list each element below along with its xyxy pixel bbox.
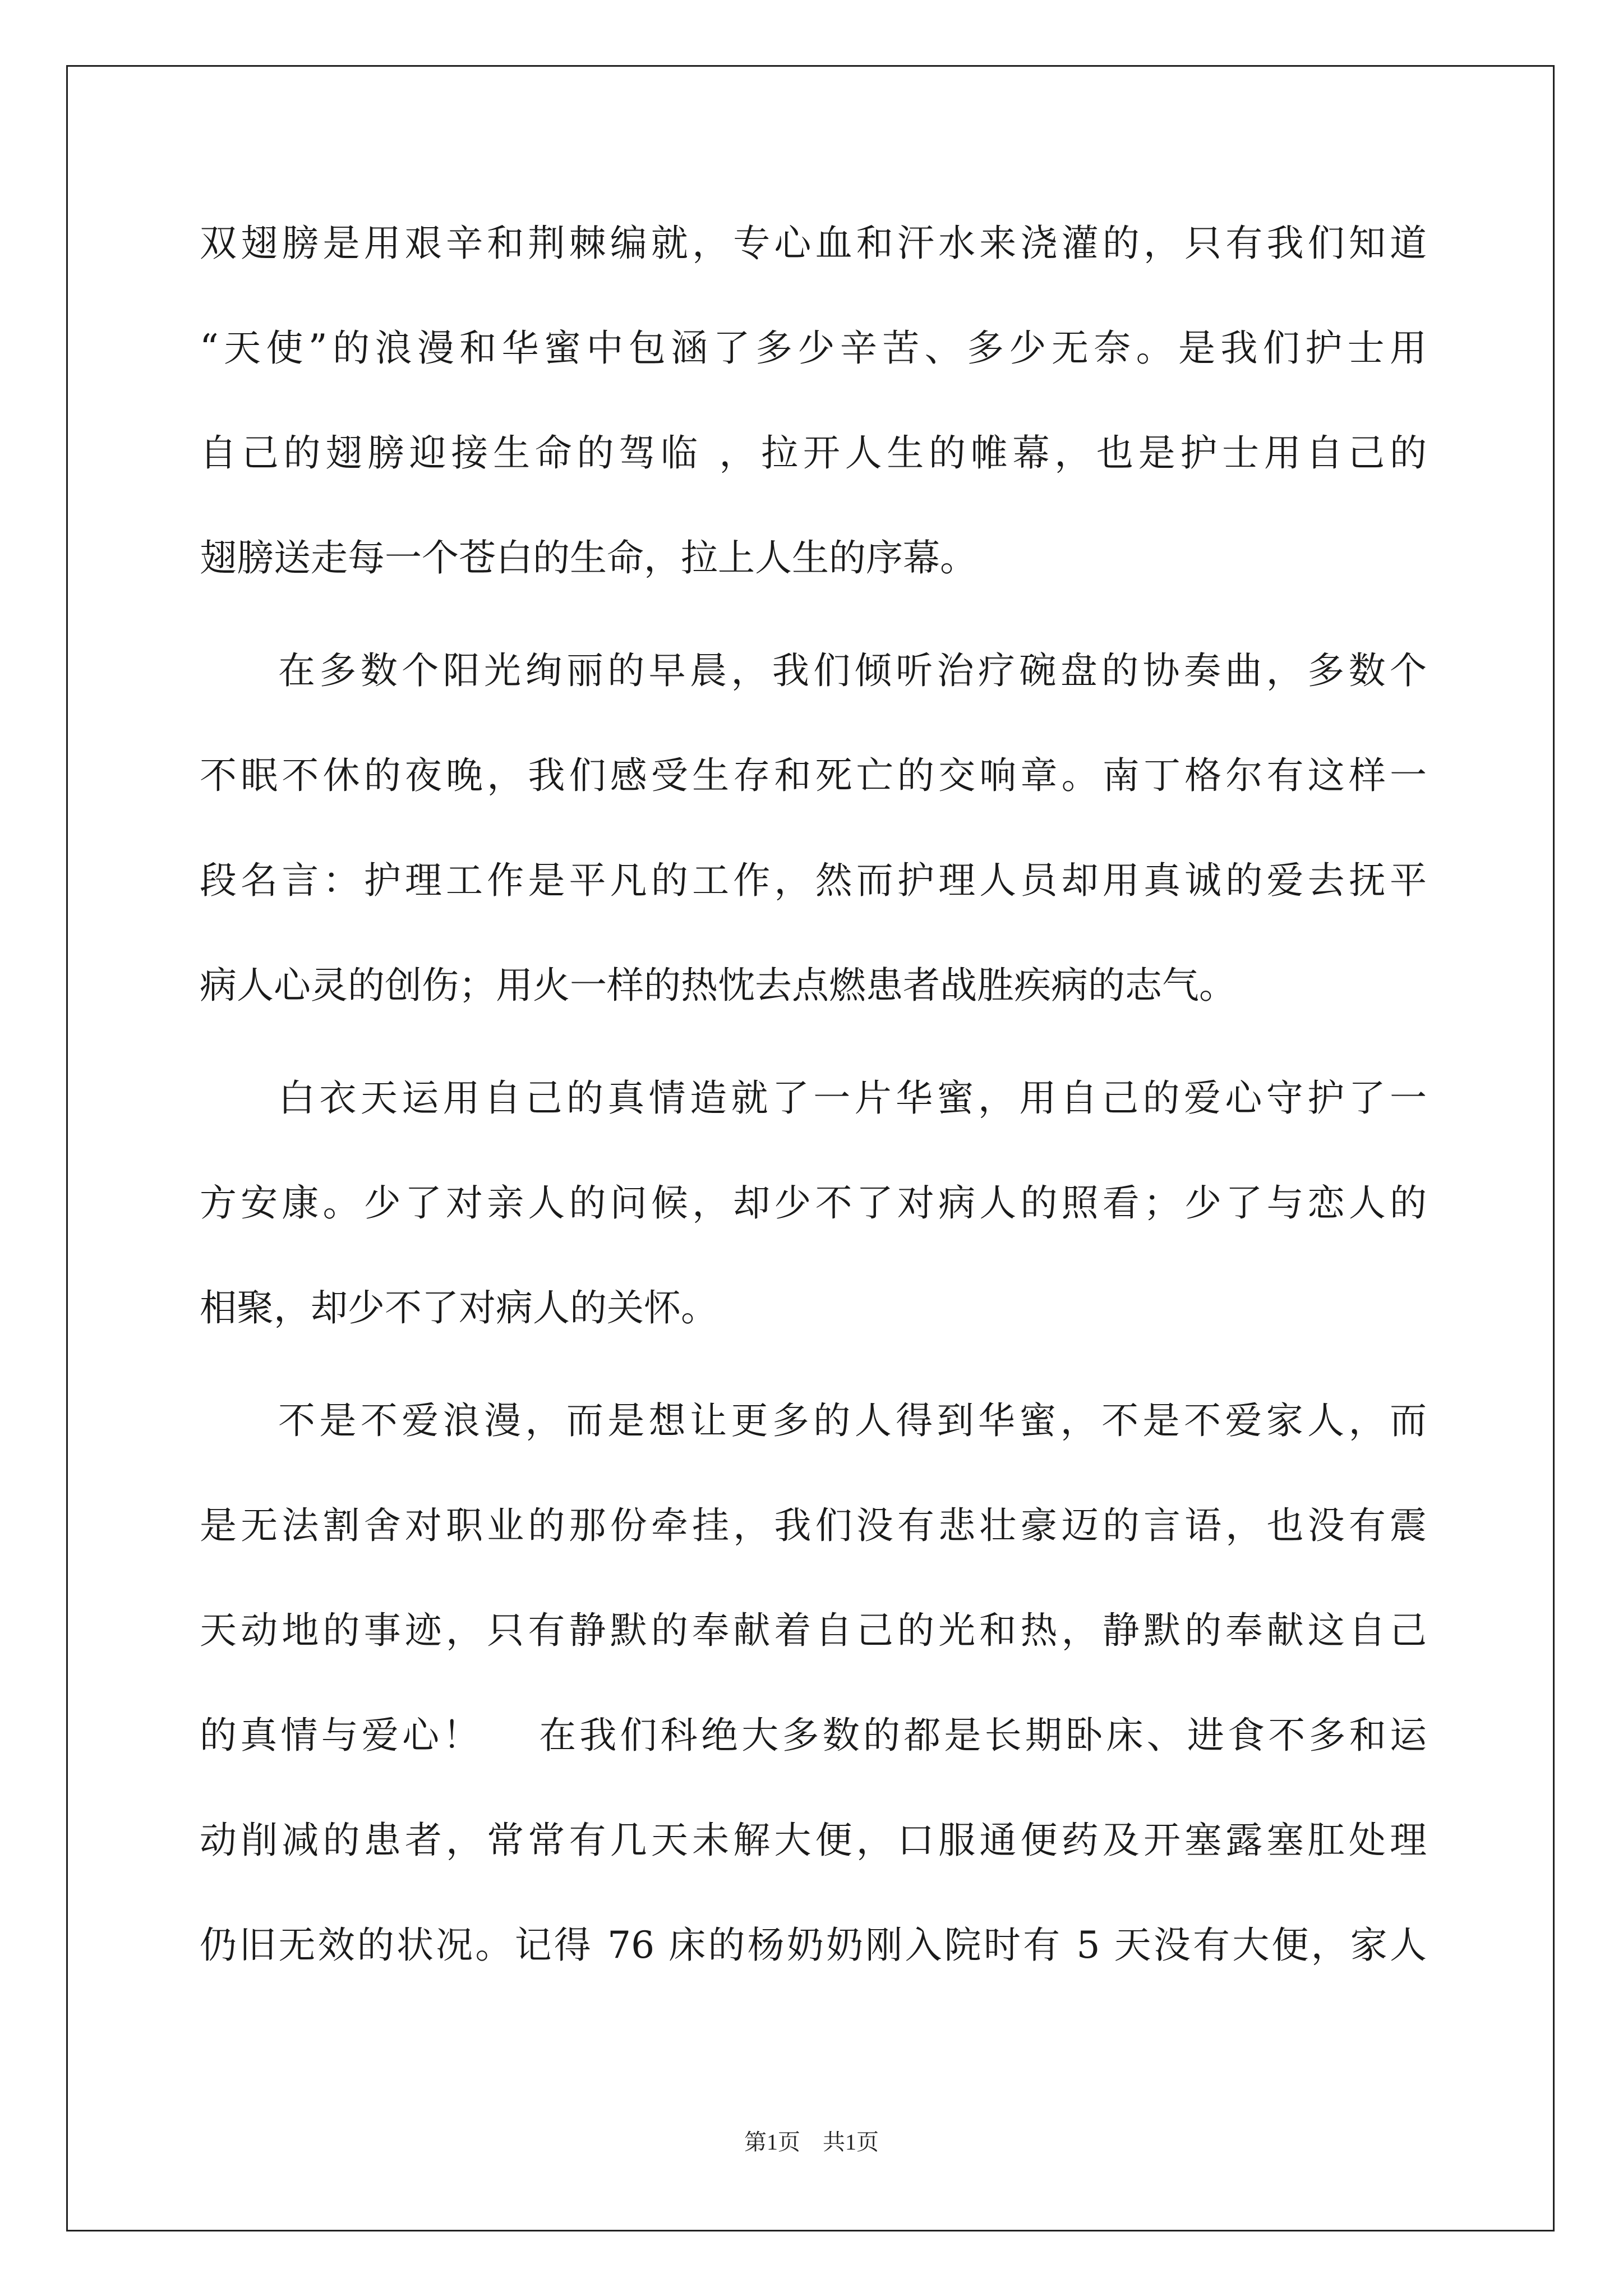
paragraph	[200, 1046, 1427, 1360]
text-line: 白衣天运用自己的真情造就了一片华蜜，用自己的爱心守护了一	[278, 1076, 1427, 1120]
text-line: 相聚，却少不了对病人的关怀。	[200, 1286, 718, 1329]
text-line: 翅膀送走每一个苍白的生命，拉上人生的序幕。	[200, 536, 977, 579]
text-line: 方安康。少了对亲人的问候，却少不了对病人的照看；少了与恋人的	[200, 1181, 1427, 1225]
paragraph	[200, 618, 1427, 1038]
text-line: 不是不爱浪漫，而是想让更多的人得到华蜜，不是不爱家人，而	[278, 1399, 1427, 1442]
text-line: 病人心灵的创伤；用火一样的热忱去点燃患者战胜疾病的志气。	[200, 964, 1236, 1007]
paragraph	[200, 191, 1427, 610]
text-line: 天动地的事迹，只有静默的奉献着自己的光和热，静默的奉献这自己	[200, 1609, 1427, 1652]
document-body	[200, 191, 1427, 1998]
text-line: 仍旧无效的状况。记得 76 床的杨奶奶刚入院时有 5 天没有大便，家人	[200, 1924, 1427, 1967]
text-line: 动削减的患者，常常有几天未解大便，口服通便药及开塞露塞肛处理	[200, 1819, 1427, 1862]
page-footer: 第1页 共1页	[744, 2129, 879, 2155]
text-line: 不眠不休的夜晚，我们感受生存和死亡的交响章。南丁格尔有这样一	[200, 754, 1427, 797]
text-line: 自己的翅膀迎接生命的驾临 ，拉开人生的帷幕，也是护士用自己的	[200, 431, 1427, 475]
paragraph	[200, 1368, 1427, 1998]
text-line: “天使”的浪漫和华蜜中包涵了多少辛苦、多少无奈。是我们护士用	[200, 326, 1427, 370]
text-line: 的真情与爱心！ 在我们科绝大多数的都是长期卧床、进食不多和运	[200, 1714, 1427, 1757]
text-line: 双翅膀是用艰辛和荆棘编就，专心血和汗水来浇灌的，只有我们知道	[200, 222, 1427, 265]
text-line: 是无法割舍对职业的那份牵挂，我们没有悲壮豪迈的言语，也没有震	[200, 1504, 1427, 1547]
text-line: 段名言：护理工作是平凡的工作，然而护理人员却用真诚的爱去抚平	[200, 859, 1427, 902]
text-line: 在多数个阳光绚丽的早晨，我们倾听治疗碗盘的协奏曲，多数个	[278, 649, 1427, 692]
